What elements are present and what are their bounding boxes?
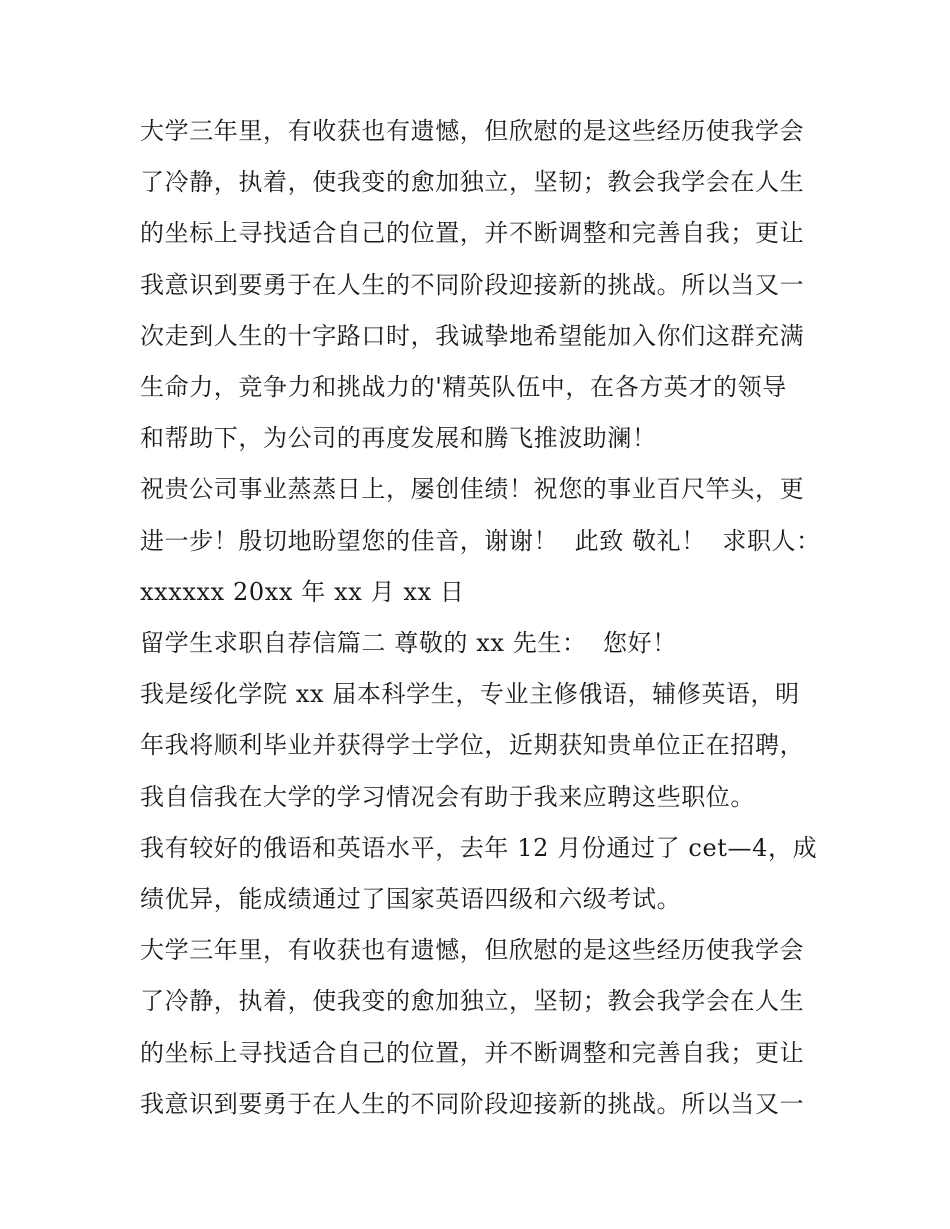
text-line: xxxxxx 20xx 年 xx 月 xx 日 [140, 577, 465, 606]
text-line: 年我将顺利毕业并获得学士学位，近期获知贵单位正在招聘， [140, 731, 805, 760]
text-line: 次走到人生的十字路口时，我诚挚地希望能加入你们这群充满 [140, 321, 805, 350]
text-line: 我意识到要勇于在人生的不同阶段迎接新的挑战。所以当又一 [140, 1089, 805, 1118]
text-line: 了冷静，执着，使我变的愈加独立，坚韧；教会我学会在人生 [140, 987, 805, 1016]
text-line: 绩优异，能成绩通过了国家英语四级和六级考试。 [140, 885, 682, 914]
text-line: 生命力，竞争力和挑战力的'精英队伍中，在各方英才的领导 [140, 373, 787, 402]
text-line: 了冷静，执着，使我变的愈加独立，坚韧；教会我学会在人生 [140, 168, 805, 197]
text-line: 我自信我在大学的学习情况会有助于我来应聘这些职位。 [140, 782, 755, 811]
text-line: 的坐标上寻找适合自己的位置，并不断调整和完善自我；更让 [140, 1038, 805, 1067]
text-line: 大学三年里，有收获也有遗憾，但欣慰的是这些经历使我学会 [140, 117, 805, 145]
text-line: 祝贵公司事业蒸蒸日上，屡创佳绩！祝您的事业百尺竿头，更 [140, 475, 805, 504]
text-line: 大学三年里，有收获也有遗憾，但欣慰的是这些经历使我学会 [140, 936, 805, 965]
document-body [140, 106, 820, 1130]
text-line: 留学生求职自荐信篇二 尊敬的 xx 先生： 您好！ [140, 629, 677, 658]
text-line: 我是绥化学院 xx 届本科学生，专业主修俄语，辅修英语，明 [140, 680, 800, 709]
text-line: 和帮助下，为公司的再度发展和腾飞推波助澜！ [140, 424, 657, 453]
text-line: 进一步！殷切地盼望您的佳音，谢谢！ 此致 敬礼！ 求职人： [140, 526, 821, 555]
text-line: 我有较好的俄语和英语水平，去年 12 月份通过了 cet—4，成 [140, 833, 818, 862]
text-line: 我意识到要勇于在人生的不同阶段迎接新的挑战。所以当又一 [140, 270, 805, 299]
text-line: 的坐标上寻找适合自己的位置，并不断调整和完善自我；更让 [140, 219, 805, 248]
